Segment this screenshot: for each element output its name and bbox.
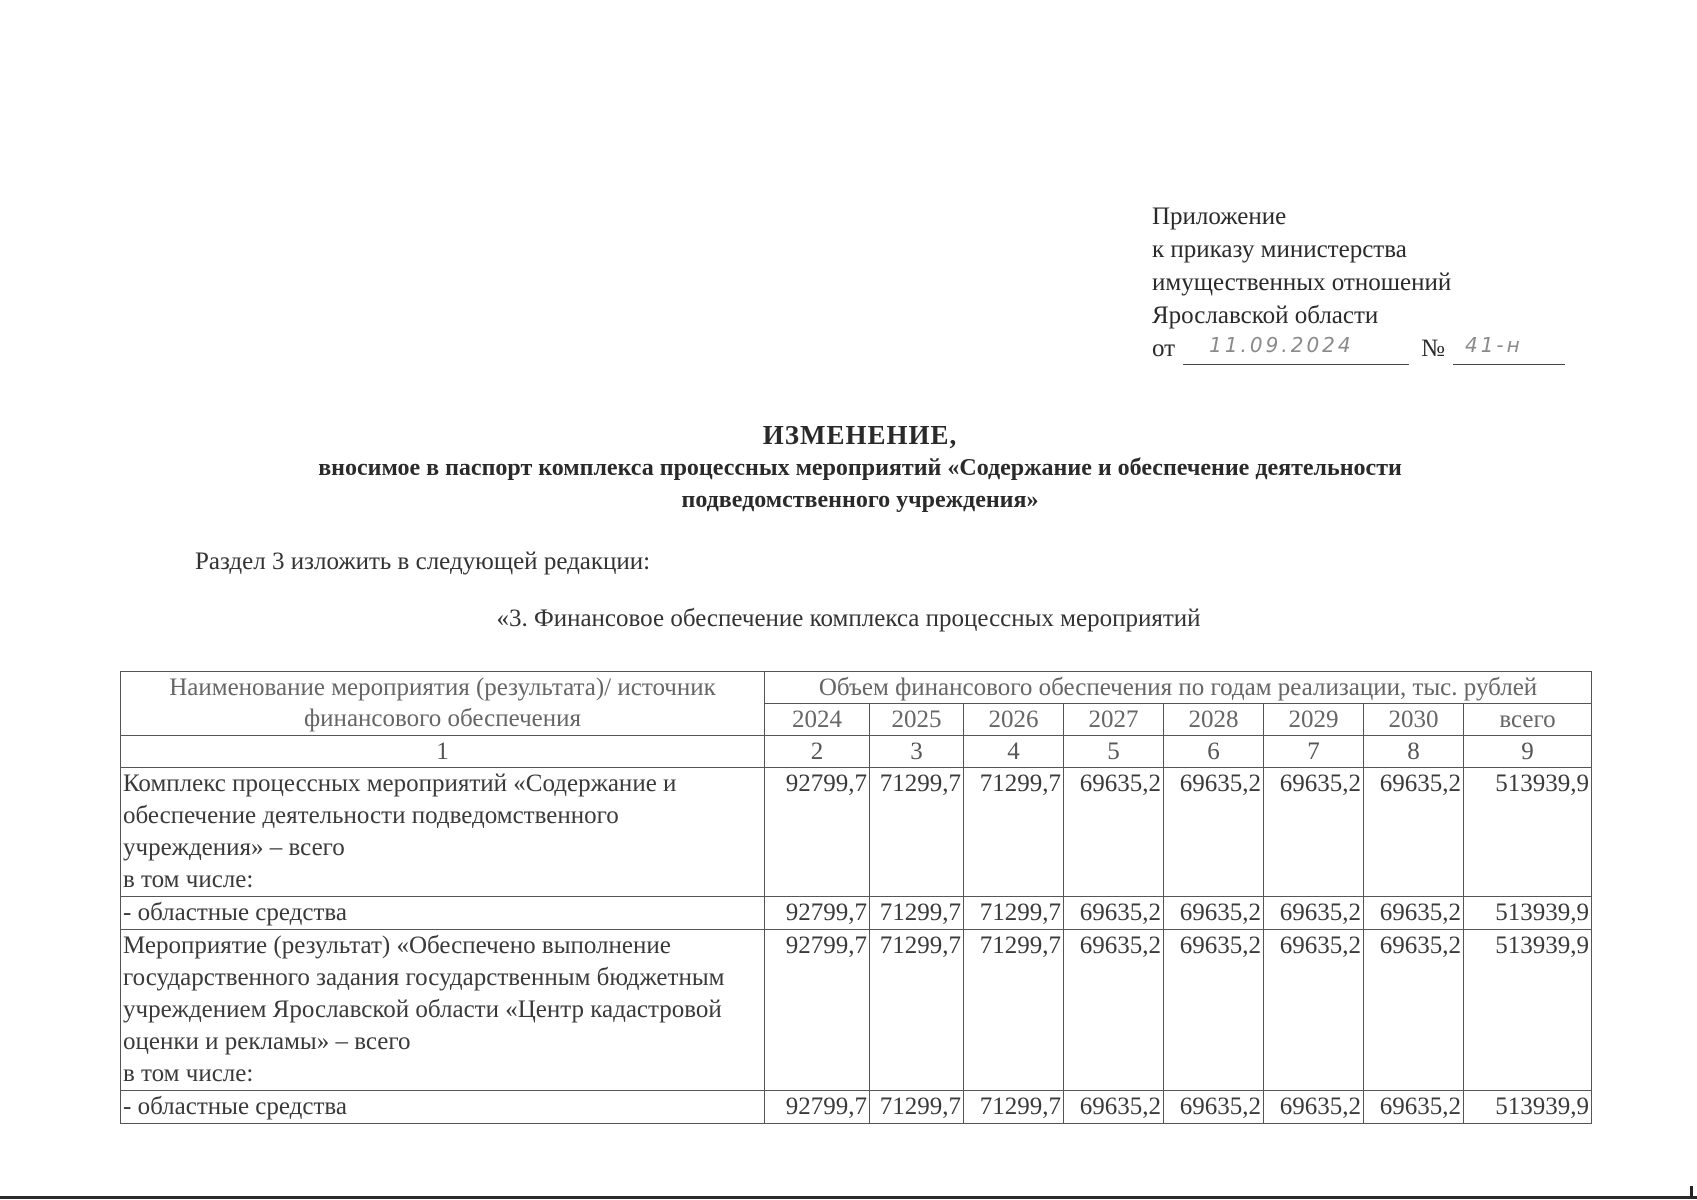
column-index-cell: 8 — [1364, 736, 1464, 768]
number-field — [1453, 334, 1565, 365]
value-cell: 513939,9 — [1464, 768, 1592, 897]
document-subtitle: вносимое в паспорт комплекса процессных мероприятий «Содержание и обеспечение деятельности — [318, 455, 1402, 481]
handwritten-date: 11.09.2024 — [1209, 333, 1354, 357]
row-name-text: - областные средства — [123, 1093, 347, 1120]
value-cell: 69635,2 — [1064, 1091, 1164, 1124]
row-name-cell — [121, 1091, 765, 1124]
value-cell: 69635,2 — [1164, 768, 1264, 897]
column-index-cell: 7 — [1264, 736, 1364, 768]
year-header: 2025 — [870, 704, 964, 736]
value-cell: 69635,2 — [1364, 1091, 1464, 1124]
number-label: № — [1421, 335, 1445, 362]
row-name-text: в том числе: — [123, 866, 254, 893]
value-cell: 69635,2 — [1364, 930, 1464, 1091]
column-index-cell: 9 — [1464, 736, 1592, 768]
value-cell: 71299,7 — [870, 930, 964, 1091]
table-header-row — [121, 672, 1592, 704]
value-cell: 69635,2 — [1264, 768, 1364, 897]
value-cell: 92799,7 — [765, 897, 870, 930]
date-field — [1183, 334, 1409, 365]
row-name-text: в том числе: — [123, 1060, 254, 1087]
approval-line: к приказу министерства — [1152, 236, 1407, 263]
row-name-cell — [121, 768, 765, 897]
value-cell: 71299,7 — [870, 768, 964, 897]
approval-line: Приложение — [1152, 203, 1287, 230]
document-title: ИЗМЕНЕНИЕ, — [762, 420, 958, 450]
value-cell: 513939,9 — [1464, 897, 1592, 930]
year-header: 2026 — [964, 704, 1064, 736]
value-cell: 69635,2 — [1064, 930, 1164, 1091]
value-cell: 69635,2 — [1364, 897, 1464, 930]
value-cell: 69635,2 — [1064, 897, 1164, 930]
column-index-cell: 1 — [121, 736, 765, 768]
name-column-header: Наименование мероприятия (результата)/ источник финансового обеспечения — [121, 672, 765, 736]
value-cell: 69635,2 — [1064, 768, 1164, 897]
document-subtitle: подведомственного учреждения» — [681, 487, 1039, 513]
approval-date-row — [1152, 332, 1572, 365]
row-name-text: Комплекс процессных мероприятий «Содержание и обеспечение деятельности подведомственного учреждения» – всего — [123, 770, 677, 861]
column-index-cell: 3 — [870, 736, 964, 768]
value-cell: 71299,7 — [964, 930, 1064, 1091]
value-cell: 69635,2 — [1264, 930, 1364, 1091]
table-row — [121, 1091, 1592, 1124]
column-index-row — [121, 736, 1592, 768]
value-cell: 71299,7 — [870, 897, 964, 930]
value-cell: 69635,2 — [1264, 897, 1364, 930]
year-header: 2024 — [765, 704, 870, 736]
value-cell: 92799,7 — [765, 930, 870, 1091]
year-header: 2030 — [1364, 704, 1464, 736]
financing-table — [120, 671, 1592, 1124]
value-cell: 71299,7 — [964, 897, 1064, 930]
document-heading — [150, 418, 1570, 516]
value-cell: 69635,2 — [1364, 768, 1464, 897]
value-cell: 513939,9 — [1464, 1091, 1592, 1124]
instruction-text: Раздел 3 изложить в следующей редакции: — [195, 548, 651, 575]
value-cell: 69635,2 — [1264, 1091, 1364, 1124]
value-cell: 69635,2 — [1164, 1091, 1264, 1124]
column-index-cell: 2 — [765, 736, 870, 768]
value-cell: 71299,7 — [870, 1091, 964, 1124]
table-row — [121, 897, 1592, 930]
volume-header: Объем финансового обеспечения по годам реализации, тыс. рублей — [765, 672, 1592, 704]
table-row — [121, 930, 1592, 1091]
value-cell: 71299,7 — [964, 768, 1064, 897]
value-cell: 69635,2 — [1164, 897, 1264, 930]
approval-line: имущественных отношений — [1152, 269, 1452, 296]
table-row — [121, 768, 1592, 897]
value-cell: 71299,7 — [964, 1091, 1064, 1124]
column-index-cell: 5 — [1064, 736, 1164, 768]
column-index-cell: 6 — [1164, 736, 1264, 768]
from-label: от — [1152, 335, 1176, 362]
handwritten-number: 41-н — [1464, 333, 1523, 357]
year-header: 2029 — [1264, 704, 1364, 736]
column-index-cell: 4 — [964, 736, 1064, 768]
approval-block — [1152, 200, 1572, 365]
scan-edge-line — [0, 1196, 1697, 1199]
row-name-text: Мероприятие (результат) «Обеспечено выполнение государственного задания государственным бюджетным учреждением Ярославской области «Центр кадастровой оценки и рекламы» – всего — [123, 932, 725, 1055]
year-header: 2027 — [1064, 704, 1164, 736]
row-name-cell — [121, 930, 765, 1091]
approval-line: Ярославской области — [1152, 302, 1379, 329]
value-cell: 92799,7 — [765, 768, 870, 897]
value-cell: 92799,7 — [765, 1091, 870, 1124]
scan-edge-mark — [1690, 1186, 1693, 1197]
row-name-cell — [121, 897, 765, 930]
year-header: 2028 — [1164, 704, 1264, 736]
section-title: «3. Финансовое обеспечение комплекса процессных мероприятий — [496, 605, 1201, 632]
row-name-text: - областные средства — [123, 899, 347, 926]
year-header: всего — [1464, 704, 1592, 736]
value-cell: 69635,2 — [1164, 930, 1264, 1091]
value-cell: 513939,9 — [1464, 930, 1592, 1091]
